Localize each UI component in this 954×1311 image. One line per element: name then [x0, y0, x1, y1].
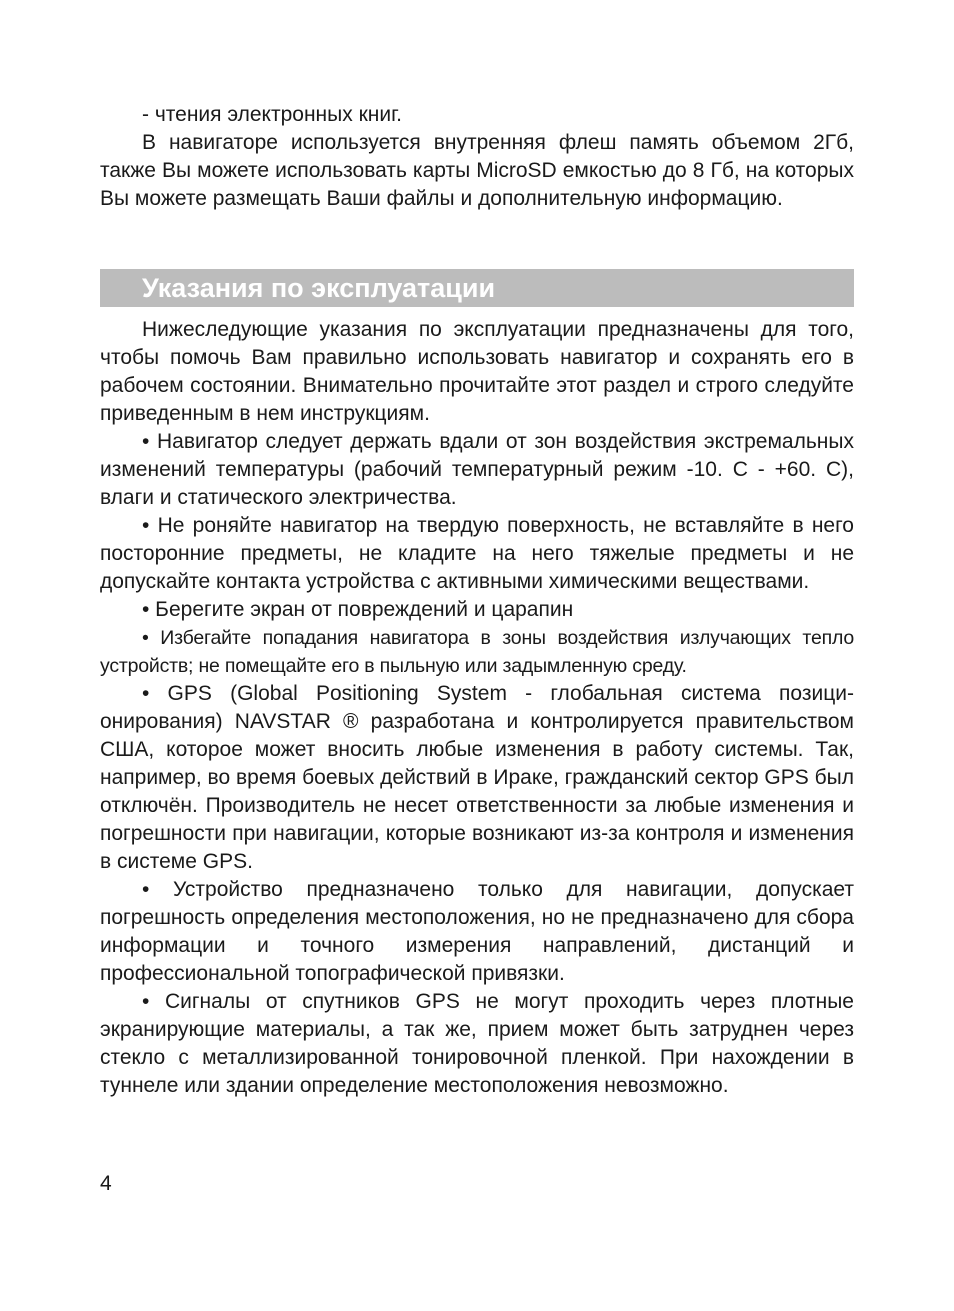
section-body: [100, 316, 854, 1100]
page-number: 4: [100, 1172, 112, 1195]
section-header-banner: [100, 269, 854, 307]
bullet-item-satellite-signals: • Сигналы от спутников GPS не могут проходить через плотные экранирующие материалы, а так же, прием может быть затруднен через стекло с металлизированной тонировочной пленкой. При нахождении в туннеле или здании определение местоположения невозможно.: [100, 990, 854, 1097]
bullet-item-temperature: • Навигатор следует держать вдали от зон воздействия экстремальных изменений температуры (рабочий температурный режим -10. С - +60. С), влаги и статического электричества.: [100, 430, 854, 509]
intro-list-item: - чтения электронных книг.: [142, 103, 403, 126]
bullet-item-gps-system: • GPS (Global Positioning System - глобальная система позиционирования) NAVSTAR ® разработана и контролируется правительством США, которое может вносить любые изменения в работу системы. Так, например, во время боевых действий в Ираке, гражданский сектор GPS был отключён. Производитель не несет ответственности за любые изменения и погрешности при навигации, которые возникают из-за контроля и изменения в системе GPS.: [100, 682, 854, 873]
bullet-item-screen: • Берегите экран от повреждений и царапин: [142, 598, 574, 621]
intro-paragraph: В навигаторе используется внутренняя флеш память объемом 2Гб, также Вы можете использовать карты MicroSD емкостью до 8 Гб, на которых Вы можете размещать Ваши файлы и дополнительную информацию.: [100, 131, 854, 210]
intro-block: [100, 101, 854, 213]
section-title: Указания по эксплуатации: [142, 273, 496, 303]
section-lead-paragraph: Нижеследующие указания по эксплуатации предназначены для того, чтобы помочь Вам правильно использовать навигатор и сохранять его в рабочем состоянии. Внимательно прочитайте этот раздел и строго следуйте приведенным в нем инструкциям.: [100, 318, 854, 425]
bullet-item-heat-dust: • Избегайте попадания навигатора в зоны воздействия излучающих тепло устройств; не помещайте его в пыльную или задымленную среду.: [100, 627, 854, 677]
bullet-item-handling: • Не роняйте навигатор на твердую поверхность, не вставляйте в него посторонние предметы, не кладите на него тяжелые предметы и не допускайте контакта устройства с активными химическими веществами.: [100, 514, 854, 593]
bullet-item-navigation-accuracy: • Устройство предназначено только для навигации, допускает погрешность определения местоположения, но не предназначено для сбора информации и точного измерения направлений, дистанций и профессиональной топографической привязки.: [100, 878, 854, 985]
